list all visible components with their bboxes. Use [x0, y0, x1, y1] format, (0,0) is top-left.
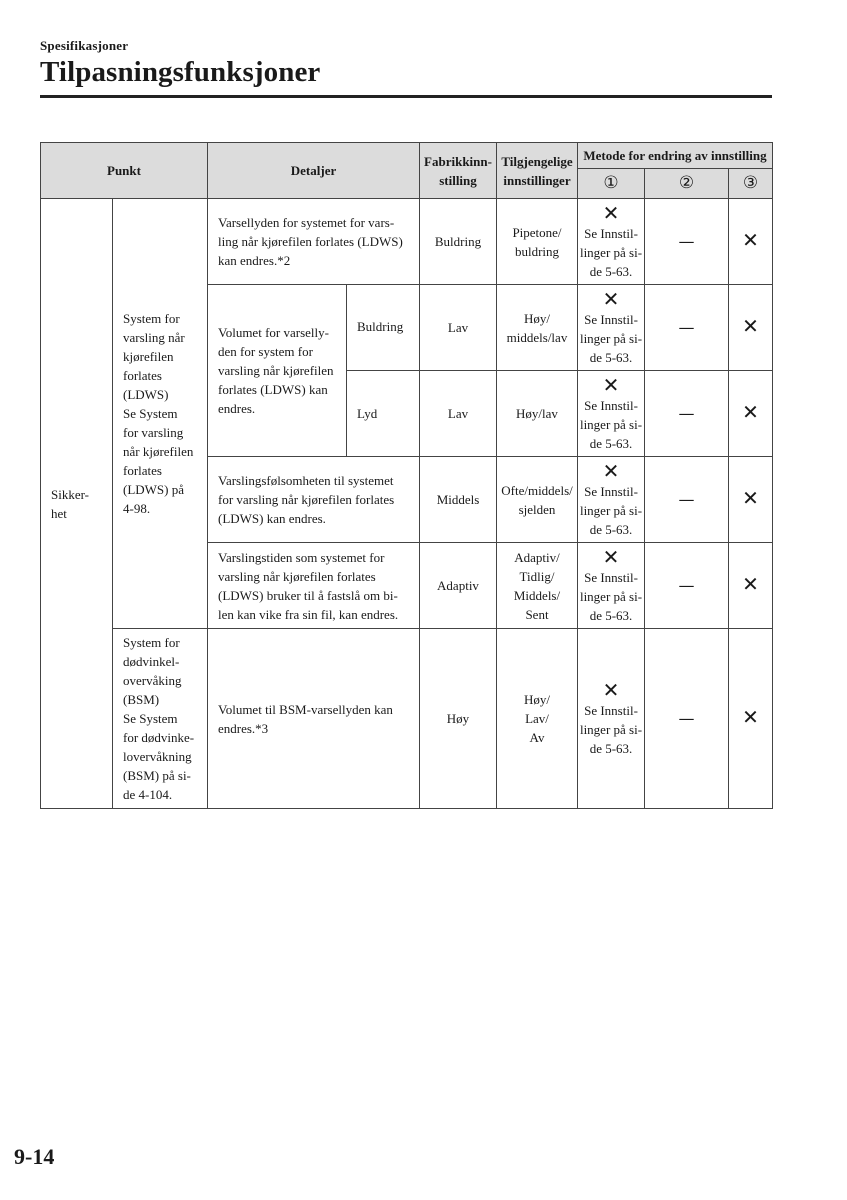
factory-cell: Adaptiv	[420, 543, 497, 629]
bsm-group-cell: System for dødvinkel- overvåking (BSM) Se System for dødvinke- lovervåkning (BSM) på si- de 4-104.	[113, 629, 208, 809]
dash-icon: —	[678, 489, 695, 509]
dash-icon: —	[678, 317, 695, 337]
factory-cell: Middels	[420, 457, 497, 543]
cross-icon: ✕	[602, 287, 620, 311]
page-number: 9-14	[14, 1144, 55, 1169]
page-title: Tilpasningsfunksjoner	[40, 56, 321, 88]
method-1-cell	[578, 285, 645, 371]
category-cell: Sikker- het	[41, 199, 113, 809]
sub-detail-cell: Buldring	[347, 285, 420, 371]
method-1-cell	[578, 543, 645, 629]
method-3-cell	[729, 457, 773, 543]
method-2-cell	[645, 457, 729, 543]
method-3-symbol: ③	[742, 173, 759, 193]
cross-icon: ✕	[742, 705, 759, 729]
table-row	[41, 199, 773, 285]
header-available-settings: Tilgjengelige innstillinger	[497, 143, 578, 199]
method-1-cell	[578, 199, 645, 285]
method-3-cell	[729, 629, 773, 809]
method-2-cell	[645, 371, 729, 457]
available-cell: Ofte/middels/ sjelden	[497, 457, 578, 543]
factory-cell: Høy	[420, 629, 497, 809]
available-cell: Pipetone/ buldring	[497, 199, 578, 285]
cross-icon: ✕	[742, 400, 759, 424]
method-3-cell	[729, 199, 773, 285]
factory-cell: Lav	[420, 371, 497, 457]
method-3-cell	[729, 371, 773, 457]
method-1-cell	[578, 629, 645, 809]
method-3-cell	[729, 285, 773, 371]
section-label: Spesifikasjoner	[40, 38, 129, 53]
header-method-1	[578, 169, 645, 199]
method-3-cell	[729, 543, 773, 629]
header-detaljer: Detaljer	[208, 143, 420, 199]
method-2-cell	[645, 543, 729, 629]
see-settings-ref: Se Innstil- linger på si- de 5-63.	[579, 484, 643, 537]
detail-cell: Volumet til BSM-varsellyden kan endres.*3	[208, 629, 420, 809]
method-1-cell	[578, 457, 645, 543]
header-method-3	[729, 169, 773, 199]
dash-icon: —	[678, 575, 695, 595]
method-2-cell	[645, 285, 729, 371]
title-rule	[40, 95, 772, 98]
method-2-cell	[645, 199, 729, 285]
see-settings-ref: Se Innstil- linger på si- de 5-63.	[579, 703, 643, 756]
see-settings-ref: Se Innstil- linger på si- de 5-63.	[579, 312, 643, 365]
header-method-2	[645, 169, 729, 199]
method-1-symbol: ①	[603, 173, 619, 193]
header-factory-setting: Fabrikkinn- stilling	[420, 143, 497, 199]
method-2-symbol: ②	[678, 173, 695, 193]
dash-icon: —	[678, 231, 695, 251]
available-cell: Høy/lav	[497, 371, 578, 457]
detail-cell: Varslingsfølsomheten til systemet for varsling når kjørefilen forlates (LDWS) kan endres.	[208, 457, 420, 543]
cross-icon: ✕	[602, 373, 620, 397]
available-cell: Adaptiv/ Tidlig/ Middels/ Sent	[497, 543, 578, 629]
available-cell: Høy/ Lav/ Av	[497, 629, 578, 809]
detail-cell: Varslingstiden som systemet for varsling når kjørefilen forlates (LDWS) bruker til å fastslå om bi- len kan vike fra sin fil, kan endres.	[208, 543, 420, 629]
cross-icon: ✕	[602, 545, 620, 569]
see-settings-ref: Se Innstil- linger på si- de 5-63.	[579, 398, 643, 451]
method-2-cell	[645, 629, 729, 809]
dash-icon: —	[678, 403, 695, 423]
factory-cell: Buldring	[420, 199, 497, 285]
available-cell: Høy/ middels/lav	[497, 285, 578, 371]
cross-icon: ✕	[742, 314, 759, 338]
dash-icon: —	[678, 708, 695, 728]
header-change-method: Metode for endring av innstilling	[578, 143, 773, 169]
method-1-cell	[578, 371, 645, 457]
cross-icon: ✕	[602, 678, 620, 702]
cross-icon: ✕	[602, 459, 620, 483]
sub-detail-cell: Lyd	[347, 371, 420, 457]
detail-cell: Volumet for varselly- den for system for varsling når kjørefilen forlates (LDWS) kan endres.	[208, 285, 347, 457]
cross-icon: ✕	[602, 201, 620, 225]
ldws-group-cell: System for varsling når kjørefilen forlates (LDWS) Se System for varsling når kjørefilen forlates (LDWS) på 4-98.	[113, 199, 208, 629]
customization-table	[40, 142, 773, 809]
header-punkt: Punkt	[41, 143, 208, 199]
detail-cell: Varsellyden for systemet for vars- ling når kjørefilen forlates (LDWS) kan endres.*2	[208, 199, 420, 285]
see-settings-ref: Se Innstil- linger på si- de 5-63.	[579, 570, 643, 623]
cross-icon: ✕	[742, 228, 759, 252]
cross-icon: ✕	[742, 572, 759, 596]
factory-cell: Lav	[420, 285, 497, 371]
cross-icon: ✕	[742, 486, 759, 510]
table-row	[41, 629, 773, 809]
see-settings-ref: Se Innstil- linger på si- de 5-63.	[579, 226, 643, 279]
